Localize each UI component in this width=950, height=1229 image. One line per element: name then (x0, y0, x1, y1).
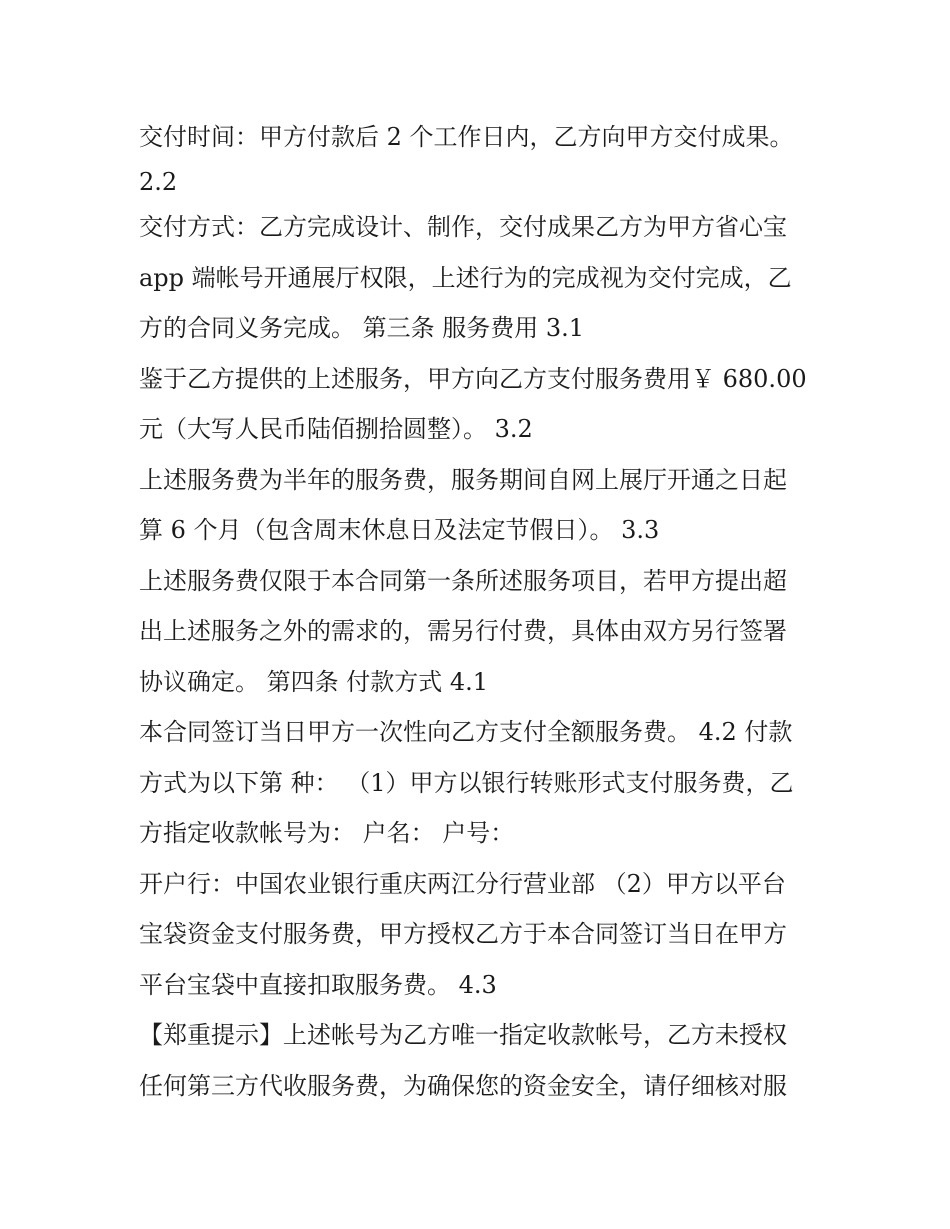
text-line: 方式为以下第 种： （1）甲方以银行转账形式支付服务费，乙 (139, 768, 794, 797)
text-line: app 端帐号开通展厅权限，上述行为的完成视为交付完成，乙 (139, 263, 792, 292)
text-line: 协议确定。 第四条 付款方式 4.1 (139, 667, 489, 696)
text-line: 平台宝袋中直接扣取服务费。 4.3 (139, 970, 497, 999)
text-line: 方的合同义务完成。 第三条 服务费用 3.1 (139, 314, 585, 342)
contract-text (139, 112, 819, 1111)
text-line: 方指定收款帐号为： 户名： 户号： (139, 819, 515, 847)
text-line: 2.2 (139, 168, 178, 196)
text-line: 交付时间：甲方付款后 2 个工作日内，乙方向甲方交付成果。 (139, 123, 794, 151)
text-line: 出上述服务之外的需求的，需另行付费，具体由双方另行签署 (139, 617, 787, 645)
text-line: 本合同签订当日甲方一次性向乙方支付全额服务费。 4.2 付款 (139, 718, 793, 746)
text-line: 上述服务费为半年的服务费，服务期间自网上展厅开通之日起 (139, 465, 787, 494)
text-line: 任何第三方代收服务费，为确保您的资金安全，请仔细核对服 (139, 1071, 787, 1100)
text-line: 元（大写人民币陆佰捌拾圆整）。 3.2 (139, 415, 533, 443)
text-line: 交付方式：乙方完成设计、制作，交付成果乙方为甲方省心宝 (139, 213, 787, 241)
text-line: 宝袋资金支付服务费，甲方授权乙方于本合同签订当日在甲方 (139, 920, 787, 948)
text-line: 【郑重提示】上述帐号为乙方唯一指定收款帐号，乙方未授权 (139, 1021, 787, 1049)
text-line: 算 6 个月（包含周末休息日及法定节假日）。 3.3 (139, 516, 660, 544)
text-line: 上述服务费仅限于本合同第一条所述服务项目，若甲方提出超 (139, 566, 787, 595)
text-line: 鉴于乙方提供的上述服务，甲方向乙方支付服务费用￥ 680.00 (139, 364, 807, 393)
text-line: 开户行：中国农业银行重庆两江分行营业部 （2）甲方以平台 (139, 869, 786, 898)
